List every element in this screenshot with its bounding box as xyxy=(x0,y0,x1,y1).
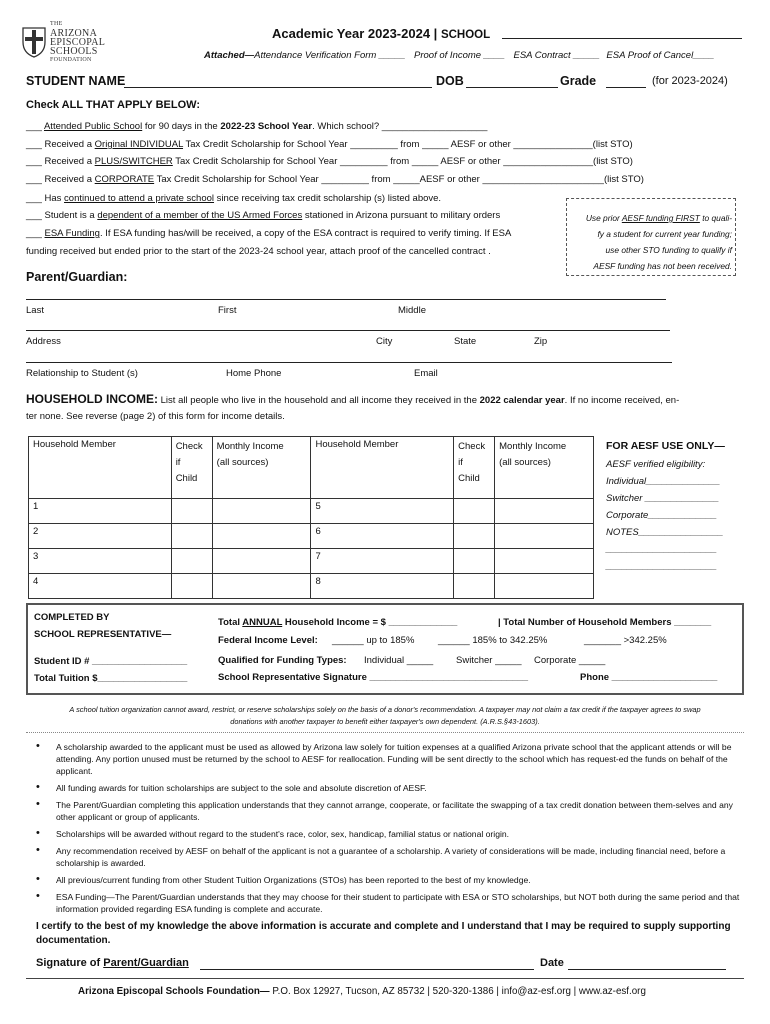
header-text: Check xyxy=(175,441,203,452)
parent-signature-field[interactable] xyxy=(200,969,534,970)
header-text: Household Member xyxy=(315,439,399,450)
school-label: SCHOOL xyxy=(440,29,491,41)
grade-label: Grade xyxy=(560,74,597,88)
header-text: if xyxy=(458,457,463,468)
qualified-corporate[interactable]: Corporate _____ xyxy=(534,655,606,666)
income-cell[interactable] xyxy=(212,549,311,574)
signature-underlined: Parent/Guardian xyxy=(103,957,189,969)
row-number: 3 xyxy=(33,551,39,562)
check-cell[interactable] xyxy=(454,574,495,599)
grade-note: (for 2023-2024) xyxy=(652,75,728,87)
completed-by-title: COMPLETED BY xyxy=(34,612,110,623)
item-text: ___ Received a xyxy=(26,156,95,167)
annual-text: Household Income = $ _____________ xyxy=(282,617,458,628)
item-text: ___ xyxy=(26,121,44,132)
disclaimer-divider xyxy=(26,732,744,733)
academic-year-title: Academic Year 2023-2024 | xyxy=(272,26,438,41)
check-item-military[interactable] xyxy=(26,210,500,221)
check-cell[interactable] xyxy=(454,499,495,524)
footer-org: Arizona Episcopal Schools Foundation— xyxy=(78,986,270,997)
federal-level-185[interactable]: ______ up to 185% xyxy=(332,635,415,646)
first-label: First xyxy=(218,305,237,316)
note-line xyxy=(570,210,732,226)
header-text: Check xyxy=(458,441,486,452)
item-text: . Which school? ____________________ xyxy=(312,121,488,132)
aesf-use-panel xyxy=(600,436,744,598)
city-label: City xyxy=(376,336,393,347)
terms-list xyxy=(36,741,742,920)
header-text: if xyxy=(175,457,181,468)
date-label: Date xyxy=(540,957,564,969)
check-item-public-school[interactable] xyxy=(26,121,487,132)
logo-line: THE xyxy=(50,21,63,27)
aesf-line: AESF verified eligibility: xyxy=(606,459,706,470)
dob-field[interactable] xyxy=(466,87,558,88)
item-text: stationed in Arizona pursuant to military orders xyxy=(302,210,501,221)
header-check xyxy=(171,437,212,499)
footer-divider xyxy=(26,978,744,979)
footer-contact: P.O. Box 12927, Tucson, AZ 85732 | 520-320-1386 | info@az-esf.org | www.az-esf.org xyxy=(269,986,646,997)
student-name-label: STUDENT NAME xyxy=(26,74,126,88)
income-cell[interactable] xyxy=(495,524,594,549)
attachment-esa-cancel[interactable]: ESA Proof of Cancel____ xyxy=(606,50,715,61)
check-item-individual[interactable] xyxy=(26,139,633,150)
relationship-label: Relationship to Student (s) xyxy=(26,368,138,379)
list-item: • All previous/current funding from other Student Tuition Organizations (STOs) has been reported to the best of my knowledge. xyxy=(36,874,742,886)
signature-label xyxy=(36,957,189,969)
household-desc: List all people who live in the household and all income they received in the xyxy=(160,395,480,406)
logo-line: FOUNDATION xyxy=(50,57,92,63)
table-header-row xyxy=(29,437,594,499)
income-cell[interactable] xyxy=(212,574,311,599)
member-cell[interactable] xyxy=(311,499,454,524)
item-text: ___ Received a xyxy=(26,174,95,185)
date-field[interactable] xyxy=(568,969,726,970)
member-cell[interactable] xyxy=(311,574,454,599)
item-underlined: CORPORATE xyxy=(94,174,155,185)
disclaimer-line: A school tuition organization cannot award, restrict, or reserve scholarships solely on the basis of a donor's recommendation. A taxpayer may not claim a tax credit if the taxpayer agrees to swap xyxy=(69,705,701,714)
header-income xyxy=(212,437,311,499)
household-members-field[interactable]: | Total Number of Household Members _______ xyxy=(498,617,712,628)
state-label: State xyxy=(454,336,477,347)
row-number: 6 xyxy=(315,526,321,537)
disclaimer-line: donations with another taxpayer to benefit either taxpayer's own dependent. (A.R.S.§43-1603). xyxy=(230,717,540,726)
federal-level-over[interactable]: _______ >342.25% xyxy=(584,635,667,646)
item-underlined: dependent of a member of the US Armed Forces xyxy=(97,210,303,221)
member-cell[interactable] xyxy=(29,499,172,524)
aesf-line[interactable]: Switcher ______________ xyxy=(606,493,720,504)
logo-line: EPISCOPAL xyxy=(50,37,106,48)
logo-text xyxy=(50,20,105,65)
header-text: Child xyxy=(175,473,198,484)
item-text: Tax Credit Scholarship for School Year _________ from _____ AESF or other _________________(list STO) xyxy=(172,156,633,167)
federal-level-342[interactable]: ______ 185% to 342.25% xyxy=(438,635,548,646)
table-row xyxy=(29,524,594,549)
federal-income-row xyxy=(218,635,318,646)
aesf-line[interactable]: _____________________ xyxy=(606,544,717,555)
household-desc-line2: ter none. See reverse (page 2) of this form for income details. xyxy=(26,411,285,422)
address-label: Address xyxy=(26,336,61,347)
school-field[interactable] xyxy=(502,38,742,39)
check-cell[interactable] xyxy=(454,549,495,574)
list-item: • A scholarship awarded to the applicant must be used as allowed by Arizona law solely for tuition expenses at a qualified Arizona private school that the applicant attends or will be attending. Any portion unused must be returned by the school to AESF for reallocation. Funding will be sent directly to the school which has request-ed the funds on behalf of the applicant. xyxy=(36,741,742,777)
header-check xyxy=(454,437,495,499)
qualified-label: Qualified for Funding Types: xyxy=(218,655,347,666)
header-text: Monthly Income xyxy=(216,441,284,452)
member-cell[interactable] xyxy=(311,549,454,574)
list-item: • Any recommendation received by AESF on behalf of the applicant is not a guarantee of a scholarship. A variety of considerations will be made, including financial need, before a scholarship is awarded. xyxy=(36,845,742,869)
sto-note-text xyxy=(570,210,732,274)
member-cell[interactable] xyxy=(29,549,172,574)
aesf-line[interactable]: _____________________ xyxy=(606,561,717,572)
federal-label: Federal Income Level: xyxy=(218,635,318,646)
aesf-line[interactable]: Individual______________ xyxy=(606,476,721,487)
check-item-plus-switcher[interactable] xyxy=(26,156,633,167)
header-text: Monthly Income xyxy=(499,441,567,452)
list-item: • All funding awards for tuition scholarships are subject to the sole and absolute discretion of AESF. xyxy=(36,782,742,794)
esa-continued-text: funding received but ended prior to the start of the 2023-24 school year, attach proof of the cancelled contract . xyxy=(26,246,491,257)
qualified-switcher[interactable]: Switcher _____ xyxy=(456,655,522,666)
note-text: to quali- xyxy=(699,213,732,223)
item-underlined: Original INDIVIDUAL xyxy=(94,139,184,150)
item-text: ___ Received a xyxy=(26,139,95,150)
check-cell[interactable] xyxy=(454,524,495,549)
attachment-esa-contract[interactable]: ESA Contract _____ xyxy=(513,50,600,61)
item-underlined: continued to attend a private school xyxy=(64,193,215,204)
grade-field[interactable] xyxy=(606,87,646,88)
row-number: 7 xyxy=(315,551,321,562)
annual-text: Total xyxy=(218,617,243,628)
check-item-esa[interactable] xyxy=(26,228,511,239)
footer xyxy=(78,986,646,997)
household-table xyxy=(28,436,594,599)
signature-text: Signature of xyxy=(36,957,104,969)
attachment-income[interactable]: Proof of Income ____ xyxy=(414,50,505,61)
annual-underlined: ANNUAL xyxy=(242,617,283,628)
table-row xyxy=(29,549,594,574)
note-line: fy a student for current year funding; xyxy=(597,229,732,239)
check-all-heading: Check ALL THAT APPLY BELOW: xyxy=(26,99,200,111)
table-row xyxy=(29,499,594,524)
member-cell[interactable] xyxy=(29,524,172,549)
aesf-use-title: FOR AESF USE ONLY— xyxy=(606,440,725,452)
household-desc: . If no income received, en- xyxy=(564,395,680,406)
note-underlined: AESF funding FIRST xyxy=(621,213,700,223)
item-underlined: Attended Public School xyxy=(43,121,143,132)
total-tuition-field[interactable]: Total Tuition $_________________ xyxy=(34,673,188,684)
header-income xyxy=(495,437,594,499)
qualified-individual[interactable]: Individual _____ xyxy=(364,655,434,666)
disclaimer xyxy=(26,704,744,728)
header-text: Child xyxy=(458,473,480,484)
check-cell[interactable] xyxy=(171,499,212,524)
email-label: Email xyxy=(414,368,438,379)
parent-name-field[interactable] xyxy=(26,299,666,300)
check-cell[interactable] xyxy=(171,524,212,549)
aesf-line[interactable]: Corporate_____________ xyxy=(606,510,717,521)
attachments-row xyxy=(204,50,714,61)
page-title xyxy=(272,26,490,41)
attachment-attendance[interactable]: Attendance Verification Form _____ xyxy=(254,50,406,61)
item-bold: 2022-23 School Year xyxy=(220,121,313,132)
address-field[interactable] xyxy=(26,330,670,331)
aesf-line[interactable]: NOTES________________ xyxy=(606,527,724,538)
row-number: 1 xyxy=(33,501,39,512)
item-text: Tax Credit Scholarship for School Year _________ from _____ AESF or other _______________(list STO) xyxy=(183,139,633,150)
item-text: for 90 days in the xyxy=(142,121,221,132)
student-id-field[interactable]: Student ID # __________________ xyxy=(34,656,188,667)
header-member xyxy=(29,437,172,499)
item-text: ___ xyxy=(26,228,45,239)
row-number: 2 xyxy=(33,526,39,537)
school-rep-phone[interactable]: Phone ____________________ xyxy=(580,672,718,683)
annual-income-row[interactable] xyxy=(218,617,457,628)
row-number: 8 xyxy=(315,576,321,587)
income-cell[interactable] xyxy=(495,574,594,599)
relationship-field[interactable] xyxy=(26,362,672,363)
logo-line: ARIZONA xyxy=(50,28,98,39)
student-name-field[interactable] xyxy=(124,87,432,88)
header-text: Household Member xyxy=(33,439,116,450)
list-item: • Scholarships will be awarded without regard to the student's race, color, sex, handicap, familial status or national origin. xyxy=(36,828,742,840)
check-cell[interactable] xyxy=(171,549,212,574)
item-text: Tax Credit Scholarship for School Year _________ from _____AESF or other _______________________(list STO) xyxy=(154,174,644,185)
header-text: (all sources) xyxy=(216,457,269,468)
last-label: Last xyxy=(26,305,44,316)
note-line: AESF funding has not been received. xyxy=(593,261,732,271)
header-text: (all sources) xyxy=(499,457,551,468)
household-income-line xyxy=(26,392,679,406)
household-desc-bold: 2022 calendar year xyxy=(479,395,565,406)
certification-statement: I certify to the best of my knowledge the above information is accurate and complete and I understand that I may be required to supply supporting documentation. xyxy=(36,921,731,946)
foundation-logo xyxy=(22,20,122,66)
member-cell[interactable] xyxy=(29,574,172,599)
row-number: 5 xyxy=(315,501,321,512)
item-text: . If ESA funding has/will be received, a copy of the ESA contract is required to verify timing. If ESA xyxy=(99,228,512,239)
income-cell[interactable] xyxy=(212,499,311,524)
shield-cross-icon xyxy=(22,26,46,58)
item-underlined: PLUS/SWITCHER xyxy=(94,156,173,167)
middle-label: Middle xyxy=(398,305,426,316)
item-underlined: ESA Funding xyxy=(44,228,100,239)
item-text: ___ Student is a xyxy=(26,210,98,221)
check-cell[interactable] xyxy=(171,574,212,599)
row-number: 4 xyxy=(33,576,39,587)
item-text: ___ Has xyxy=(26,193,65,204)
income-cell[interactable] xyxy=(495,549,594,574)
header-member xyxy=(311,437,454,499)
home-phone-label: Home Phone xyxy=(226,368,282,379)
note-text: Use prior xyxy=(585,213,622,223)
income-cell[interactable] xyxy=(212,524,311,549)
note-line: use other STO funding to qualify if xyxy=(605,245,732,255)
item-text: since receiving tax credit scholarship (s) listed above. xyxy=(214,193,442,204)
check-item-corporate[interactable] xyxy=(26,174,644,185)
attached-label: Attached— xyxy=(204,50,255,61)
check-item-continued[interactable] xyxy=(26,193,441,204)
member-cell[interactable] xyxy=(311,524,454,549)
dob-label: DOB xyxy=(436,74,464,88)
list-item: • ESA Funding—The Parent/Guardian understands that they may choose for their student to participate with ESA or STO scholarships, but NOT both during the same period and that information provided regarding ESA funding is complete and accurate. xyxy=(36,891,742,915)
aesf-use-lines xyxy=(606,456,744,575)
school-rep-signature[interactable]: School Representative Signature ______________________________ xyxy=(218,672,529,683)
parent-guardian-heading: Parent/Guardian: xyxy=(26,270,128,284)
income-cell[interactable] xyxy=(495,499,594,524)
list-item: • The Parent/Guardian completing this application understands that they cannot arrange, cooperate, or facilitate the swapping of a tax credit donation between them-selves and any other applicant or group of applicants. xyxy=(36,799,742,823)
school-rep-title: SCHOOL REPRESENTATIVE— xyxy=(34,629,172,640)
household-income-heading: HOUSEHOLD INCOME: xyxy=(26,392,158,406)
logo-line: SCHOOLS xyxy=(50,46,98,57)
table-row xyxy=(29,574,594,599)
zip-label: Zip xyxy=(534,336,548,347)
